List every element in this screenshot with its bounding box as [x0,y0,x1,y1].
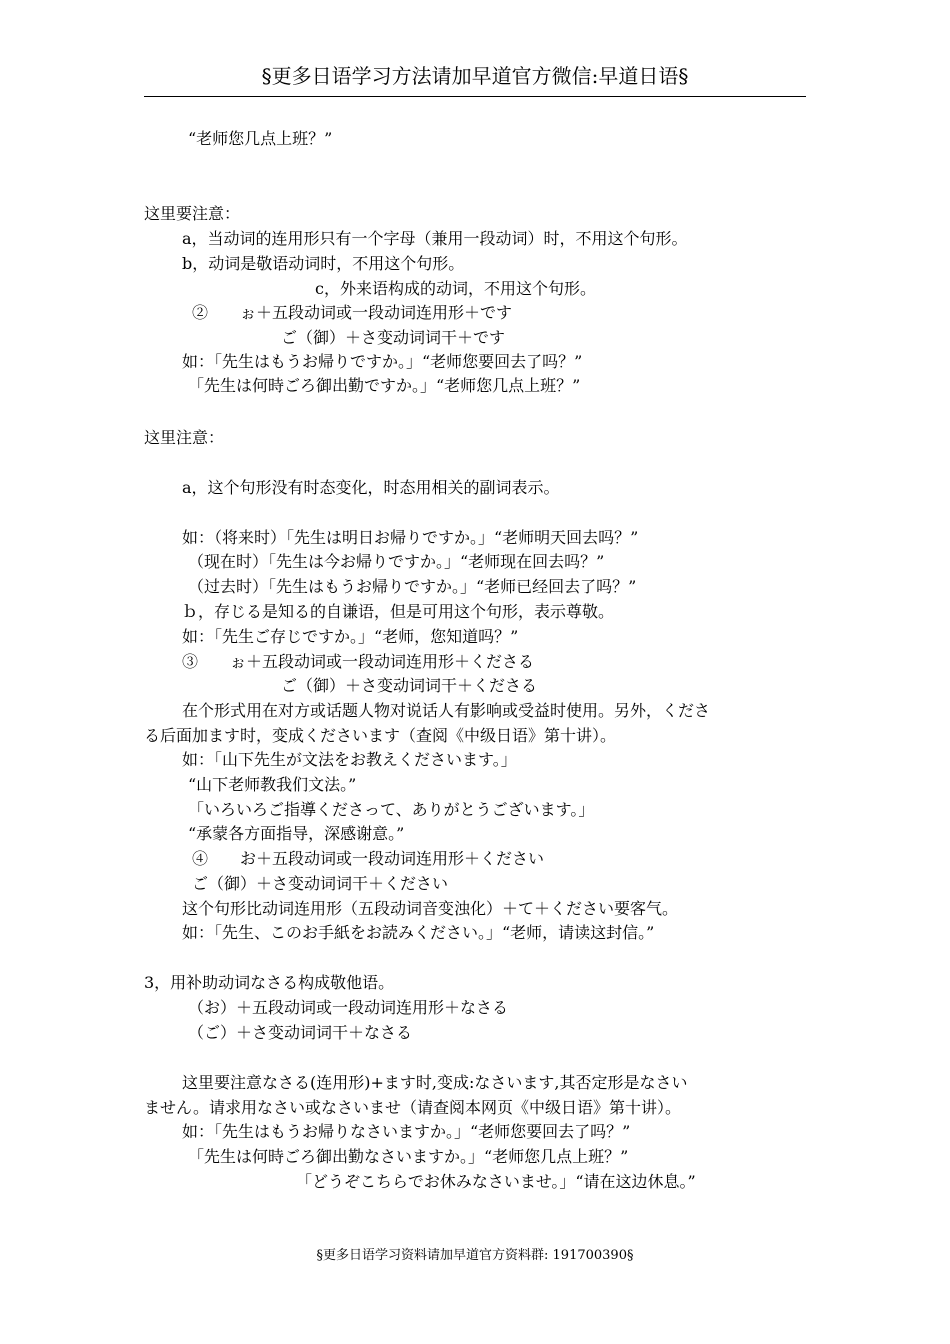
header-divider [144,96,806,97]
text-line: c，外来语构成的动词，不用这个句形。 [315,279,596,298]
text-line: 这里注意： [144,428,225,447]
text-line: 「先生は何時ごろ御出勤ですか。」“老师您几点上班？” [188,376,581,395]
text-line: “山下老师教我们文法。” [188,775,357,794]
page-header: §更多日语学习方法请加早道官方微信:早道日语§ [261,64,689,88]
text-line: 如：「先生はもうお帰りなさいますか。」“老师您要回去了吗？” [182,1122,631,1141]
text-line: 如：「山下先生が文法をお教えくださいます。」 [182,750,517,769]
text-line: （お）＋五段动词或一段动词连用形＋なさる [188,998,509,1017]
text-line: “老师您几点上班？” [188,129,333,148]
text-line: ③ ぉ＋五段动词或一段动词连用形＋くださる [182,652,535,671]
text-line: 这个句形比动词连用形（五段动词音变浊化）＋て＋ください要客气。 [182,899,679,918]
text-line: 如：「先生ご存じですか。」“老师，您知道吗？” [182,627,519,646]
page-footer: §更多日语学习资料请加早道官方资料群: 191700390§ [316,1248,634,1263]
text-line: “承蒙各方面指导，深感谢意。” [188,824,405,843]
text-line: a，这个句形没有时态变化，时态用相关的副词表示。 [182,478,560,497]
text-line: 这里要注意なさる(连用形)+ます时,变成:なさいます,其否定形是なさい [182,1073,688,1092]
text-line: ④ お＋五段动词或一段动词连用形＋ください [192,849,545,868]
text-line: ご（御）＋さ变动词词干＋です [281,328,506,347]
text-line: 如：「先生、このお手紙をお読みください。」“老师，请读这封信。” [182,923,655,942]
text-line: 3，用补助动词なさる构成敬他语。 [144,973,395,992]
text-line: 这里要注意： [144,204,241,223]
text-line: 「どうぞこちらでお休みなさいませ。」“请在这边休息。” [296,1172,696,1191]
text-line: a，当动词的连用形只有一个字母（兼用一段动词）时，不用这个句形。 [182,229,688,248]
text-line: ご（御）＋さ变动词词干＋くださる [281,676,538,695]
text-line: 在个形式用在对方或话题人物对说话人有影响或受益时使用。另外，くださ [182,701,711,720]
text-line: ② ぉ＋五段动词或一段动词连用形＋です [192,303,513,322]
text-line: ません。请求用なさい或なさいませ（请查阅本网页《中级日语》第十讲）。 [144,1098,681,1117]
text-line: ご（御）＋さ变动词词干＋ください [192,874,449,893]
text-line: （ご）＋さ变动词词干＋なさる [188,1023,413,1042]
text-line: （过去时）「先生はもうお帰りですか。」“老师已经回去了吗？” [188,577,637,596]
text-line: 「先生は何時ごろ御出勤なさいますか。」“老师您几点上班？” [188,1147,629,1166]
text-line: 如：「先生はもうお帰りですか。」“老师您要回去了吗？” [182,352,583,371]
text-line: b，动词是敬语动词时，不用这个句形。 [182,254,465,273]
text-line: 如：（将来时）「先生は明日お帰りですか。」“老师明天回去吗？” [182,528,639,547]
text-line: る后面加ます时，变成くださいます（查阅《中级日语》第十讲）。 [144,726,617,745]
text-line: （现在时）「先生は今お帰りですか。」“老师现在回去吗？” [188,552,605,571]
text-line: ｂ，存じる是知る的自谦语，但是可用这个句形，表示尊敬。 [182,602,615,621]
text-line: 「いろいろご指導くださって、ありがとうございます。」 [188,800,595,819]
